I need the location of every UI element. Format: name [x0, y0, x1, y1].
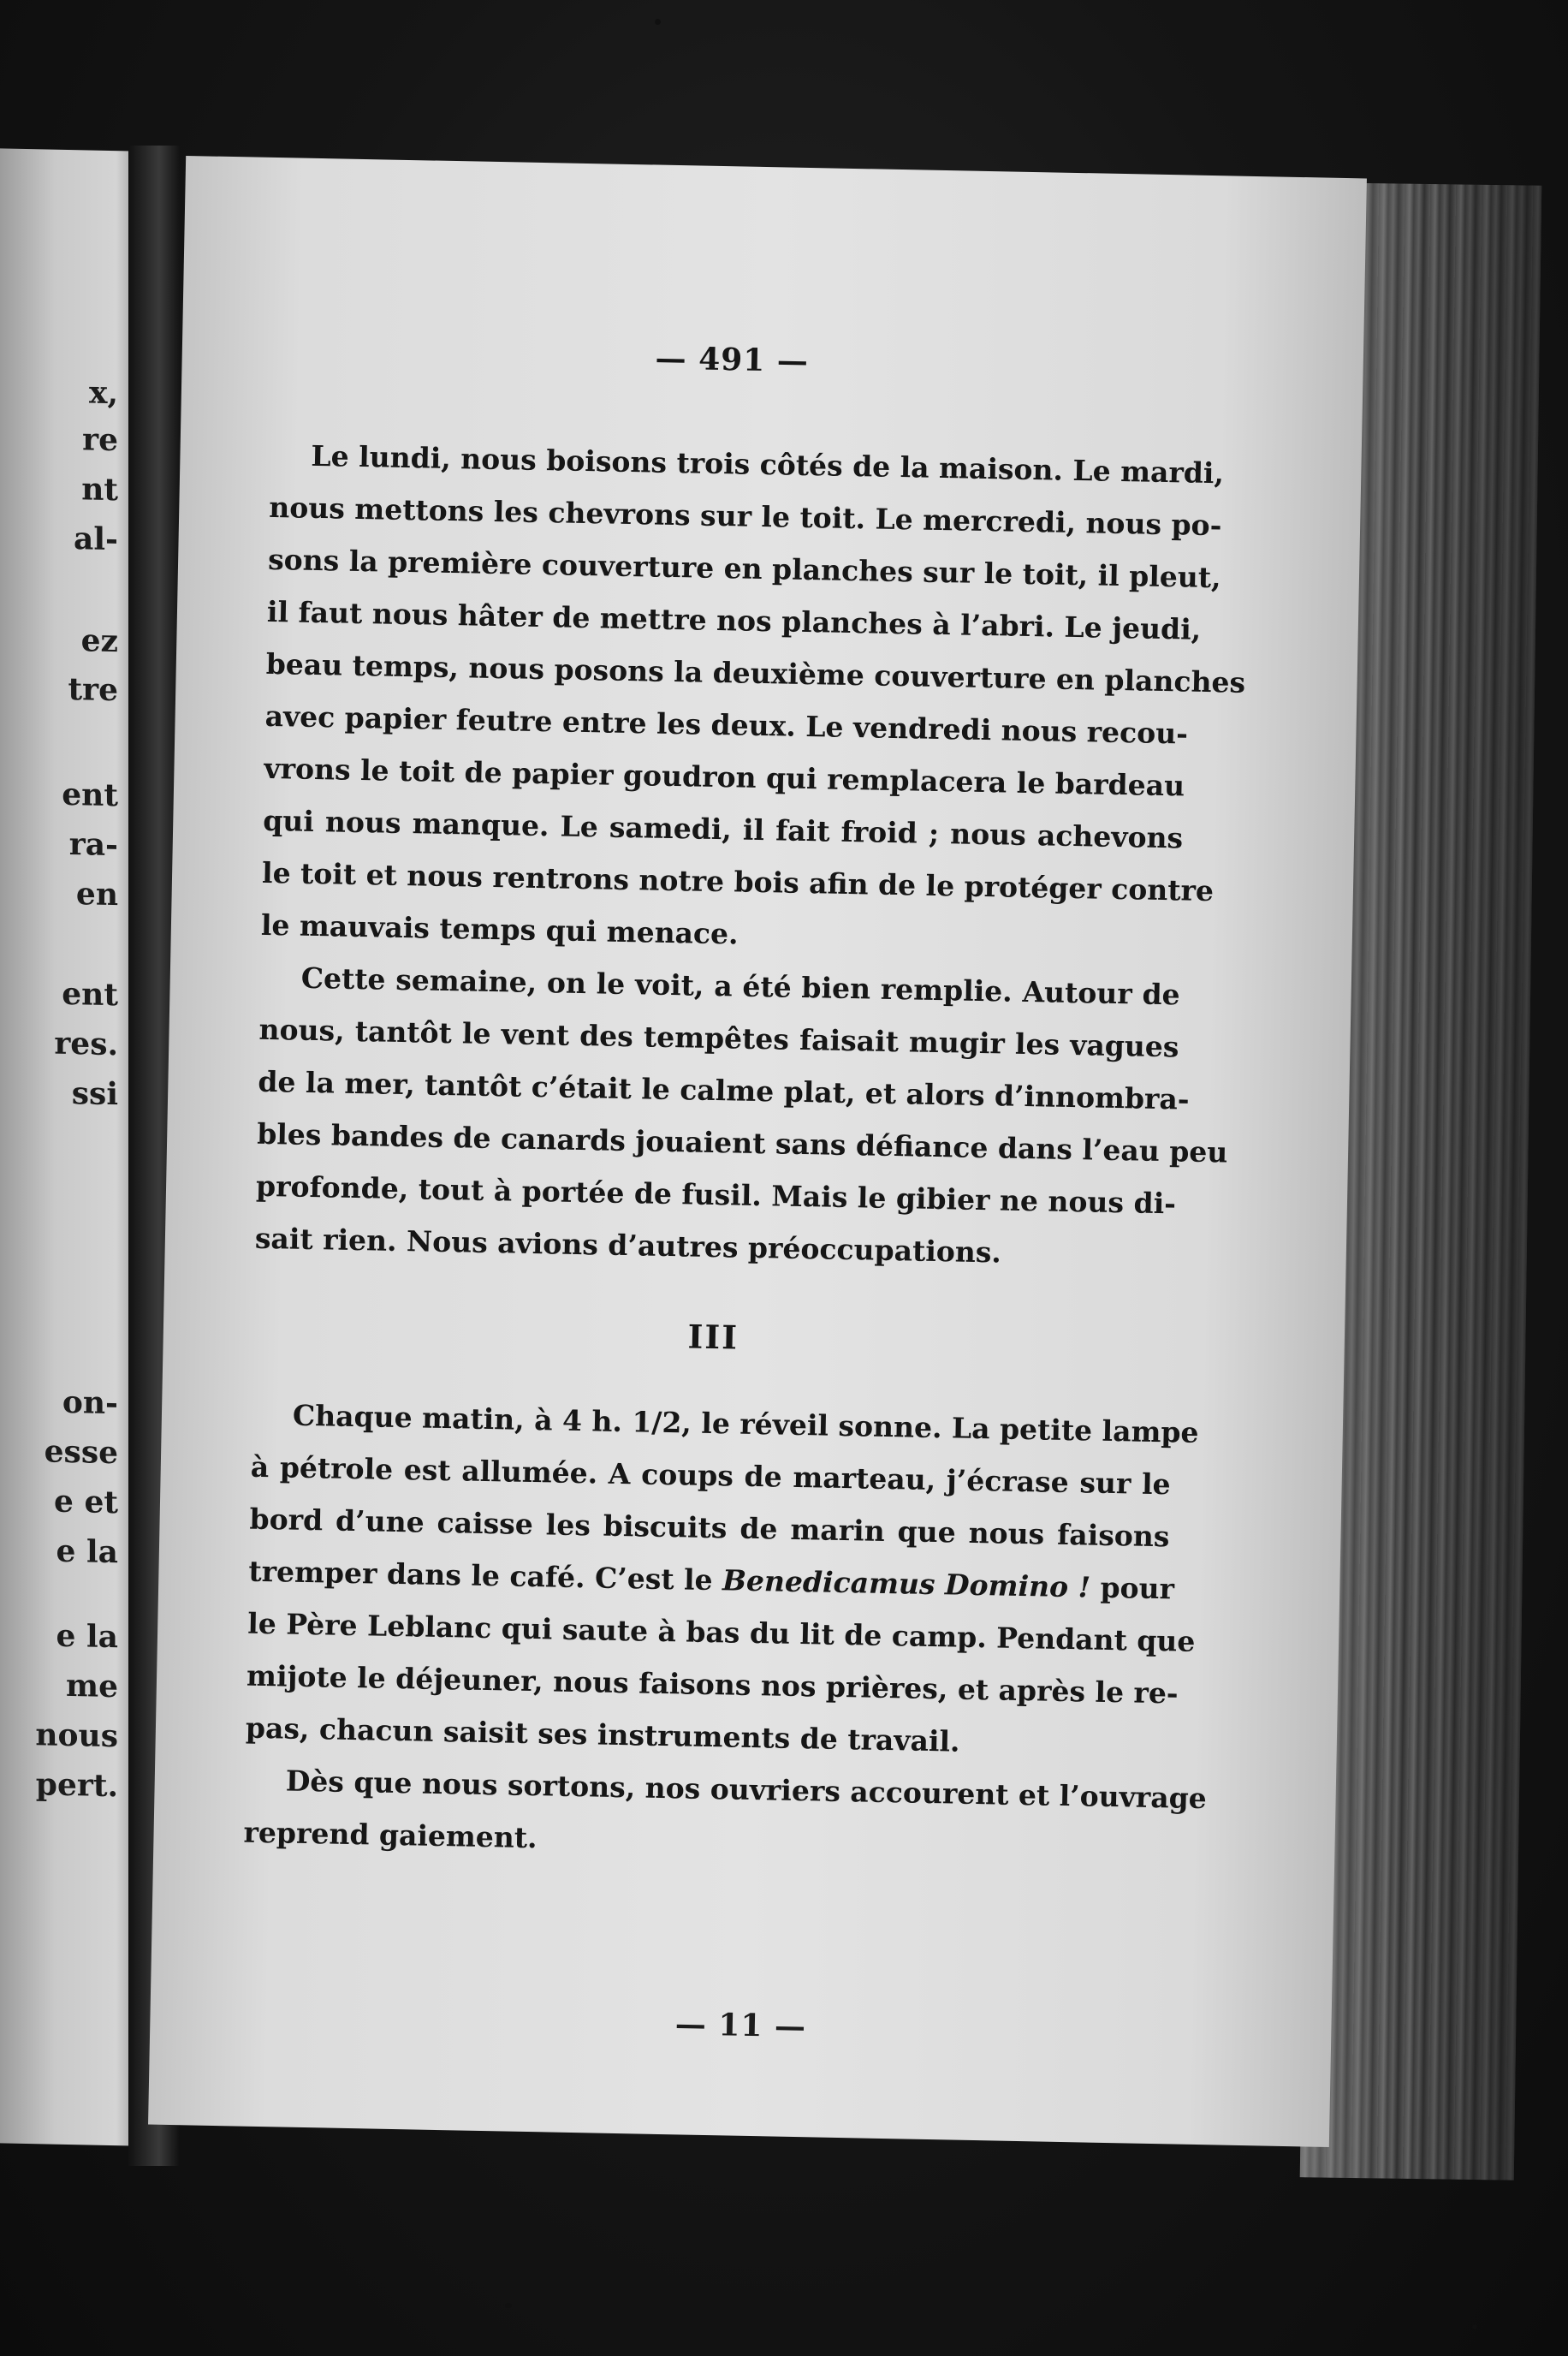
text-line: sons la première couverture en planches sur le toit, il pleut,: [267, 542, 1221, 595]
text-line: profonde, tout à portée de fusil. Mais le gibier ne nous di-: [255, 1169, 1177, 1221]
text-run: pour: [1090, 1570, 1175, 1606]
text-line: bord d’une caisse les biscuits de marin que nous faisons: [249, 1502, 1170, 1554]
text-line: sait rien. Nous avions d’autres préoccupations.: [254, 1221, 1002, 1270]
text-line: reprend gaiement.: [243, 1815, 538, 1855]
paragraph-4: [243, 1754, 1208, 1877]
text-line: il faut nous hâter de mettre nos planches à l’abri. Le jeudi,: [266, 594, 1202, 646]
page-text-block: [243, 333, 1246, 1876]
text-run: tremper dans le café. C’est le: [248, 1554, 723, 1597]
text-line: nous mettons les chevrons sur le toit. Le mercredi, nous po-: [268, 490, 1222, 543]
text-line: beau temps, nous posons la deuxième couverture en planches: [265, 646, 1246, 699]
text-line: le toit et nous rentrons notre bois afin de le protéger contre: [261, 855, 1215, 908]
text-line: Chaque matin, à 4 h. 1/2, le réveil sonne. La petite lampe: [292, 1398, 1199, 1449]
text-line: Dès que nous sortons, nos ouvriers accourent et l’ouvrage: [285, 1764, 1208, 1816]
left-line-fragment: en: [75, 876, 118, 913]
signature-mark: — 11 —: [674, 2006, 807, 2045]
left-line-fragment: x,: [89, 374, 118, 412]
text-line: Cette semaine, on le voit, a été bien remplie. Autour de: [300, 961, 1180, 1012]
text-line: à pétrole est allumée. A coups de marteau, j’écrase sur le: [250, 1449, 1171, 1502]
text-line: bles bandes de canards jouaient sans défiance dans l’eau peu: [256, 1116, 1228, 1169]
text-line: nous, tantôt le vent des tempêtes faisait mugir les vagues: [258, 1012, 1179, 1064]
dust-speck: [1472, 2324, 1477, 2329]
text-line: le mauvais temps qui menace.: [260, 907, 739, 951]
left-line-fragment: al-: [74, 521, 118, 558]
left-line-fragment: res.: [54, 1025, 118, 1063]
text-line: Le lundi, nous boisons trois côtés de la maison. Le mardi,: [311, 438, 1225, 491]
left-line-fragment: e et: [54, 1483, 118, 1521]
paragraph-2: [254, 951, 1228, 1282]
dust-speck: [505, 2303, 512, 2308]
dust-speck: [655, 19, 661, 25]
left-line-fragment: ssi: [71, 1075, 118, 1113]
left-line-fragment: ent: [62, 975, 118, 1014]
left-line-fragment: pert.: [35, 1766, 118, 1805]
text-line: qui nous manque. Le samedi, il fait froid ; nous achevons: [262, 803, 1184, 855]
text-line: pas, chacun saisit ses instruments de travail.: [245, 1710, 960, 1758]
text-line: avec papier feutre entre les deux. Le vendredi nous recou-: [264, 699, 1189, 751]
paragraph-1: [260, 429, 1246, 969]
text-line: mijote le déjeuner, nous faisons nos prières, et après le re-: [246, 1658, 1179, 1710]
left-line-fragment: e la: [56, 1617, 118, 1656]
paragraph-3: [245, 1389, 1199, 1772]
dust-speck: [1348, 2234, 1356, 2240]
left-line-fragment: esse: [44, 1433, 118, 1472]
section-heading: III: [687, 1317, 739, 1357]
left-line-fragment: on-: [62, 1383, 118, 1422]
left-line-fragment: ez: [80, 622, 118, 660]
left-page: [0, 148, 137, 2145]
text-line: vrons le toit de papier goudron qui remplacera le bardeau: [264, 751, 1185, 803]
text-line: de la mer, tantôt c’était le calme plat, et alors d’innombra-: [258, 1064, 1190, 1116]
left-line-fragment: tre: [68, 670, 118, 709]
left-line-fragment: e la: [56, 1532, 118, 1571]
page-number: — 491 —: [655, 340, 810, 379]
left-line-fragment: me: [66, 1667, 118, 1705]
book-page: [148, 156, 1367, 2147]
left-line-fragment: re: [82, 421, 118, 459]
left-line-fragment: ra-: [68, 826, 118, 864]
italic-phrase: Benedicamus Domino !: [722, 1563, 1091, 1604]
left-line-fragment: nt: [81, 471, 118, 509]
left-line-fragment: nous: [35, 1716, 118, 1755]
text-line: le Père Leblanc qui saute à bas du lit de camp. Pendant que: [246, 1606, 1196, 1658]
left-line-fragment: ent: [62, 776, 118, 814]
